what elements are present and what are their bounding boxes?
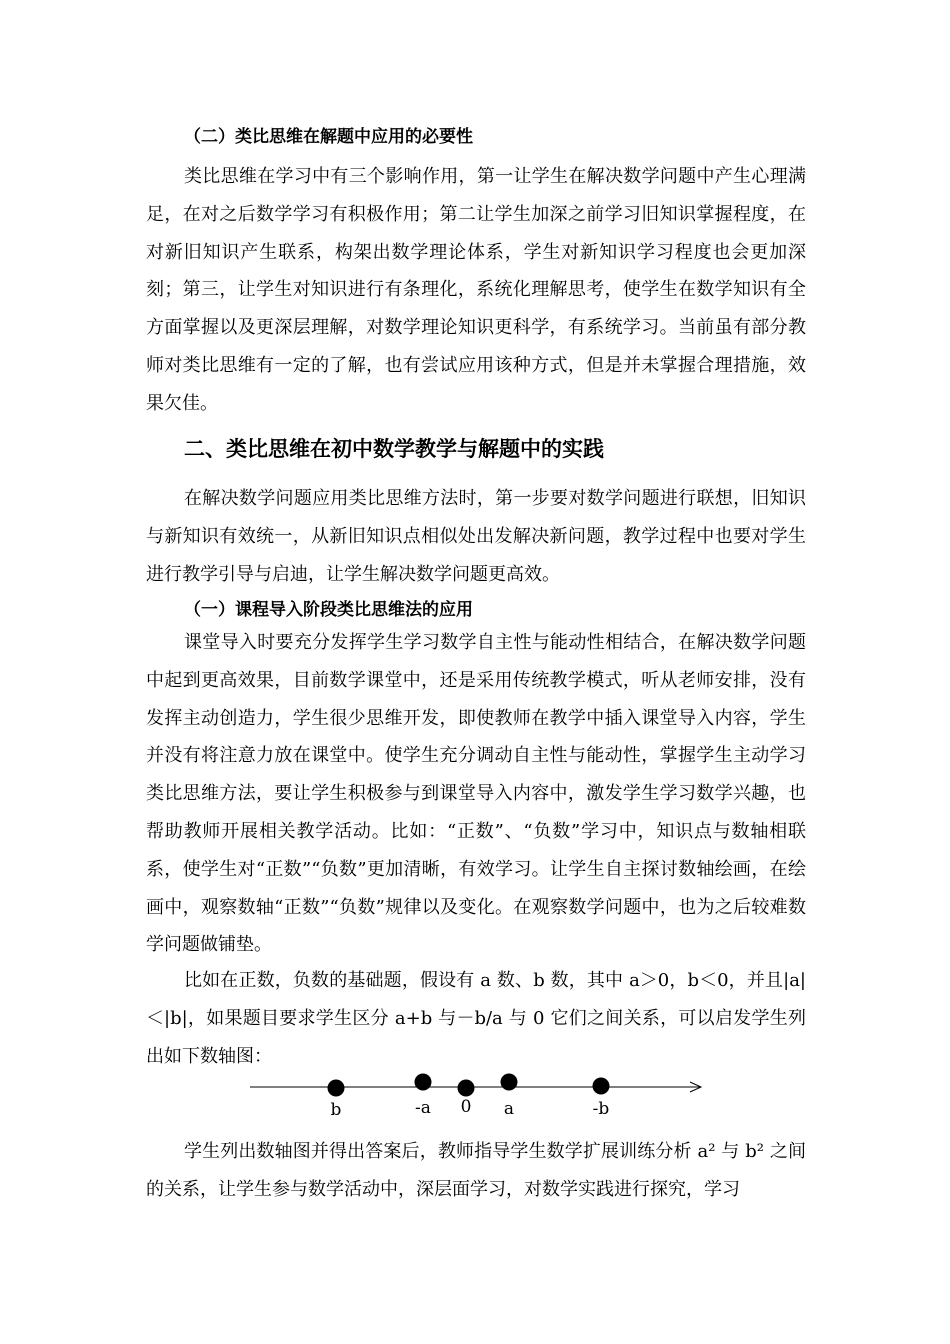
section-heading-practice: 二、类比思维在初中数学教学与解题中的实践 xyxy=(184,436,604,461)
number-line-point xyxy=(593,1078,610,1095)
number-line-point xyxy=(501,1074,518,1091)
number-line-point xyxy=(415,1074,432,1091)
section-heading-introduction: （一）课程导入阶段类比思维法的应用 xyxy=(184,600,473,620)
paragraph-method: 在解决数学问题应用类比思维方法时，第一步要对数学问题进行联想，旧知识与新知识有效统一，从新旧知识点相似处出发解决新问题，教学过程中也要对学生进行教学引导与启迪，让学生解决数学问题更高效。 xyxy=(146,488,806,585)
number-line-label: -a xyxy=(415,1098,431,1118)
number-line-point xyxy=(458,1080,475,1097)
number-line-label: 0 xyxy=(460,1097,472,1117)
paragraph-introduction: 课堂导入时要充分发挥学生学习数学自主性与能动性相结合，在解决数学问题中起到更高效果，目前数学课堂中，还是采用传统教学模式，听从老师安排，没有发挥主动创造力，学生很少思维开发，即使教师在教学中插入课堂导入内容，学生并没有将注意力放在课堂中。使学生充分调动自主性与能动性，掌握学生主动学习类比思维方法，要让学生积极参与到课堂导入内容中，激发学生学习数学兴趣，也帮助教师开展相关教学活动。比如：“正数”、“负数”学习中，知识点与数轴相联系，使学生对“正数”“负数”更加清晰，有效学习。让学生自主探讨数轴绘画，在绘画中，观察数轴“正数”“负数”规律以及变化。在观察数学问题中，也为之后较难数学问题做铺垫。 xyxy=(146,632,806,956)
paragraph-extension: 学生列出数轴图并得出答案后，教师指导学生数学扩展训练分析 a² 与 b² 之间的关系，让学生参与数学活动中，深层面学习，对数学实践进行探究，学习 xyxy=(146,1141,806,1200)
number-line-label: -b xyxy=(592,1099,610,1119)
paragraph-influence: 类比思维在学习中有三个影响作用，第一让学生在解决数学问题中产生心理满足，在对之后数学学习有积极作用；第二让学生加深之前学习旧知识掌握程度，在对新旧知识产生联系，构架出数学理论体系，学生对新知识学习程度也会更加深刻；第三，让学生对知识进行有条理化，系统化理解思考，使学生在数学知识有全方面掌握以及更深层理解，对数学理论知识更科学，有系统学习。当前虽有部分教师对类比思维有一定的了解，也有尝试应用该种方式，但是并未掌握合理措施，效果欠佳。 xyxy=(146,166,806,414)
number-line-point xyxy=(328,1080,345,1097)
number-line-label: b xyxy=(330,1100,342,1120)
paragraph-example: 比如在正数，负数的基础题，假设有 a 数、b 数，其中 a＞0，b＜0，并且|a|＜|b|，如果题目要求学生区分 a+b 与－b/a 与 0 它们之间关系，可以启发学生列出如下数轴图： xyxy=(146,970,806,1067)
section-heading-necessity: （二）类比思维在解题中应用的必要性 xyxy=(184,127,473,147)
number-line-label: a xyxy=(503,1099,515,1119)
